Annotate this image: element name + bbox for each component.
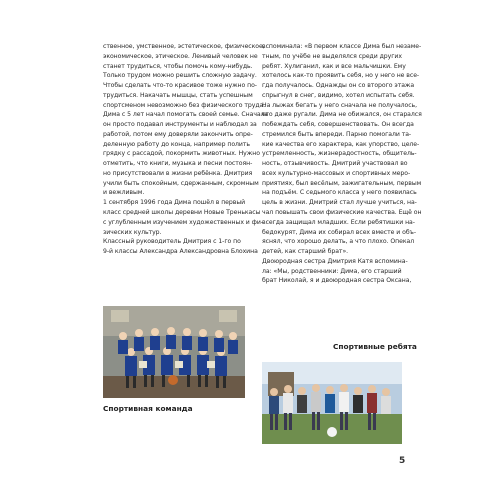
left-column-line: грядку с рассадой, покормить животных. Нужно	[103, 150, 260, 158]
right-column-line: кие качества его характера, как упорство, целе-	[262, 140, 420, 148]
left-column-line: 9-й классы Александра Александровна Блохина	[103, 248, 258, 256]
left-column-line: учили быть спокойным, сдержанным, скромным	[103, 179, 259, 187]
right-column-line: чал повышать свои физические качества. Ещё он	[262, 209, 422, 217]
right-column-line: яснял, что хорошо делать, а что плохо. Опекал	[262, 238, 415, 246]
left-column-line: деленную работу до конца, например полить	[103, 140, 250, 148]
left-column-line: трудиться. Накачать мышцы, стать успешным	[103, 91, 253, 99]
right-column-line: устремленность, жизнерадостность, общитель-	[262, 150, 417, 158]
sports-team-caption: Спортивная команда	[103, 404, 193, 413]
left-column-line: станет трудиться, чтобы помочь кому-нибудь.	[103, 62, 253, 70]
left-column-line: Только трудом можно решить сложную задачу.	[103, 72, 257, 80]
left-column-line: Дима с 5 лет начал помогать своей семье. Сначала	[103, 111, 269, 119]
left-column-line: с углубленным изучением художественных и фи-	[103, 218, 263, 226]
left-column-line: но присутствовали в жизни ребёнка. Дмитрия	[103, 169, 253, 177]
sporty-guys-photo	[262, 362, 402, 444]
right-column-line: всегда защищал младших. Если ребятишки на-	[262, 218, 415, 226]
left-column-line: 1 сентября 1996 года Дима пошёл в первый	[103, 199, 246, 207]
left-column-line: класс средней школы деревни Новые Тренькасы	[103, 209, 261, 217]
left-column-line: ственное, умственное, эстетическое, физическое,	[103, 43, 265, 50]
left-column-line: и вежливым.	[103, 189, 145, 197]
left-column-line: отметить, что книги, музыка и песни постоян-	[103, 160, 253, 168]
right-column-line: тным, по учёбе не выделялся среди других	[262, 52, 402, 60]
left-column-line: Классный руководитель Дмитрия с 1-го по	[103, 238, 241, 246]
left-column-line: экономическое, этическое. Ленивый человек не	[103, 52, 258, 60]
right-text-column	[262, 42, 422, 286]
sporty-guys-caption: Спортивные ребята	[333, 342, 417, 351]
right-column-line: ребят. Хулиганил, как и все мальчишки. Ему	[262, 62, 406, 70]
sports-team-photo	[103, 306, 245, 398]
right-column-line: брат Николай, я и двоюродная сестра Оксана,	[262, 277, 412, 285]
right-column-line: гда получалось. Однажды он со второго этажа	[262, 82, 415, 90]
right-column-line: приятиях, был весёлым, зажигательным, первым	[262, 179, 422, 187]
right-column-line: цель в жизни. Дмитрий стал лучше учиться, на-	[262, 199, 417, 207]
right-column-line: Двоюродная сестра Дмитрия Катя вспомина-	[262, 257, 408, 265]
right-column-line: побеждать себя, совершенствовать. Он всегда	[262, 121, 414, 129]
right-column-line: спрыгнул в снег, видимо, хотел испытать себя.	[262, 91, 415, 99]
page-number: 5	[399, 456, 406, 466]
right-column-line: хотелось как-то проявить себя, но у него не все-	[262, 72, 420, 80]
left-column-line: Чтобы сделать что-то красивое тоже нужно по-	[103, 82, 257, 90]
left-column-line: работой, потом ему доверяли закончить опре-	[103, 130, 253, 138]
right-column-line: бедокурят, Дима их собирал всех вместе и объ-	[262, 228, 417, 236]
left-column-line: он просто подавал инструменты и наблюдал за	[103, 121, 257, 129]
right-column-line: детей, как старший брат».	[262, 248, 349, 256]
right-column-line: На лыжах бегать у него сначала не получалось,	[262, 101, 418, 109]
right-column-line: ла: «Мы, родственники: Дима, его старший	[262, 267, 402, 275]
left-column-line: зических культур.	[103, 228, 162, 236]
left-text-column	[103, 42, 269, 257]
right-column-line: на подъём. С седьмого класса у него появилась	[262, 189, 417, 197]
left-column-line: спортсменом невозможно без физического труда.	[103, 101, 266, 109]
right-column-line: стремился быть впереди. Парню помогали та-	[262, 130, 412, 138]
right-column-line: ность, отзывчивость. Дмитрий участвовал во	[262, 160, 408, 168]
right-column-line: его даже ругали. Дима не обижался, он старался	[262, 111, 422, 119]
right-column-line: вспоминала: «В первом классе Дима был незаме-	[262, 43, 422, 50]
right-column-line: всех культурно-массовых и спортивных меро-	[262, 169, 411, 177]
